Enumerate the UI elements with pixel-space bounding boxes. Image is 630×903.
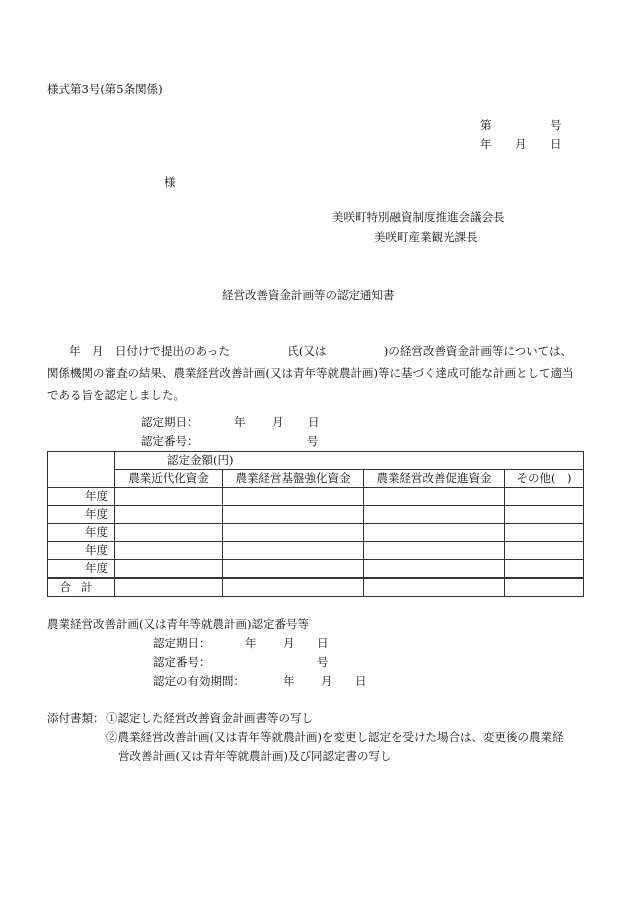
column-header: 農業経営改善促進資金 <box>364 470 505 488</box>
plan-number-row <box>153 657 329 669</box>
attachments-label: 添付書類： <box>47 711 105 725</box>
cert-date-month: 月 <box>272 415 284 429</box>
table-cell <box>115 506 223 524</box>
date-year: 年 <box>480 137 492 151</box>
table-cell <box>364 578 505 597</box>
plan-validity-row <box>153 676 367 688</box>
attachment-item-2-line2: 営改善計画(又は青年等就農計画)及び同認定書の写し <box>118 749 392 763</box>
plan-date-row <box>153 638 329 650</box>
table-cell <box>223 560 364 579</box>
table-cell <box>505 560 584 579</box>
table-cell <box>364 488 505 506</box>
table-cell <box>115 578 223 597</box>
table-cell <box>364 506 505 524</box>
plan-date-year: 年 <box>245 636 257 650</box>
table-cell <box>115 560 223 579</box>
plan-section-heading: 農業経営改善計画(又は青年等就農計画)認定番号等 <box>47 617 309 631</box>
row-label: 年度 <box>48 560 115 579</box>
row-label: 年度 <box>48 542 115 560</box>
row-label: 年度 <box>48 506 115 524</box>
table-cell <box>364 542 505 560</box>
column-header: 農業近代化資金 <box>115 470 223 488</box>
plan-number-label: 認定番号： <box>153 655 211 669</box>
table-header-row <box>48 452 584 470</box>
table-cell <box>115 524 223 542</box>
doc-number-go: 号 <box>550 118 562 132</box>
plan-validity-month: 月 <box>321 674 333 688</box>
table-cell <box>223 542 364 560</box>
cert-number-go: 号 <box>307 434 319 448</box>
form-number: 様式第3号(第5条関係) <box>47 82 163 96</box>
table-cell <box>505 524 584 542</box>
table-cell <box>505 542 584 560</box>
addressee-suffix: 様 <box>164 175 176 189</box>
table-row <box>48 506 584 524</box>
column-header: 農業経営基盤強化資金 <box>223 470 364 488</box>
sender-line2: 美咲町産業観光課長 <box>374 230 478 244</box>
cert-date-year: 年 <box>234 415 246 429</box>
table-corner-cell <box>48 452 115 488</box>
table-cell <box>364 560 505 579</box>
cert-date-day: 日 <box>308 415 320 429</box>
plan-date-label: 認定期日： <box>153 636 211 650</box>
date-day: 日 <box>550 137 562 151</box>
table-cell <box>364 524 505 542</box>
plan-date-day: 日 <box>317 636 329 650</box>
table-cell <box>223 506 364 524</box>
cert-date-row <box>141 417 320 429</box>
table-row <box>48 488 584 506</box>
doc-number-dai: 第 <box>480 118 492 132</box>
table-cell <box>505 578 584 597</box>
certified-amount-table <box>47 451 584 597</box>
table-column-row <box>48 470 584 488</box>
sender-line1: 美咲町特別融資制度推進会議会長 <box>332 210 505 224</box>
plan-validity-label: 認定の有効期間： <box>153 674 245 688</box>
table-cell <box>223 524 364 542</box>
total-label: 合計 <box>48 578 115 597</box>
cert-number-row <box>141 436 319 448</box>
plan-date-month: 月 <box>283 636 295 650</box>
plan-validity-year: 年 <box>283 674 295 688</box>
table-cell <box>115 488 223 506</box>
table-row <box>48 542 584 560</box>
table-cell <box>505 488 584 506</box>
table-row <box>48 560 584 579</box>
date-month: 月 <box>515 137 527 151</box>
body-paragraph: 年 月 日付けで提出のあった 氏(又は )の経営改善資金計画等については、関係機関の審査の結果、農業経営改善計画(又は青年等就農計画)等に基づく達成可能な計画として適当である旨を認定しました。 <box>47 344 574 402</box>
table-row <box>48 524 584 542</box>
group-header: 認定金額(円) <box>115 452 584 470</box>
attachment-item-2-line1: ②農業経営改善計画(又は青年等就農計画)を変更し認定を受けた場合は、変更後の農業経 <box>106 730 564 744</box>
table-cell <box>115 542 223 560</box>
row-label: 年度 <box>48 524 115 542</box>
table-cell <box>505 506 584 524</box>
attachment-item-1: ①認定した経営改善資金計画書等の写し <box>106 711 313 725</box>
column-header: その他( ) <box>505 470 584 488</box>
cert-date-label: 認定期日： <box>141 415 199 429</box>
table-total-row <box>48 578 584 597</box>
plan-validity-day: 日 <box>355 674 367 688</box>
cert-number-label: 認定番号： <box>141 434 199 448</box>
plan-number-go: 号 <box>317 655 329 669</box>
row-label: 年度 <box>48 488 115 506</box>
document-title: 経営改善資金計画等の認定通知書 <box>222 288 395 302</box>
table-cell <box>223 578 364 597</box>
table-cell <box>223 488 364 506</box>
